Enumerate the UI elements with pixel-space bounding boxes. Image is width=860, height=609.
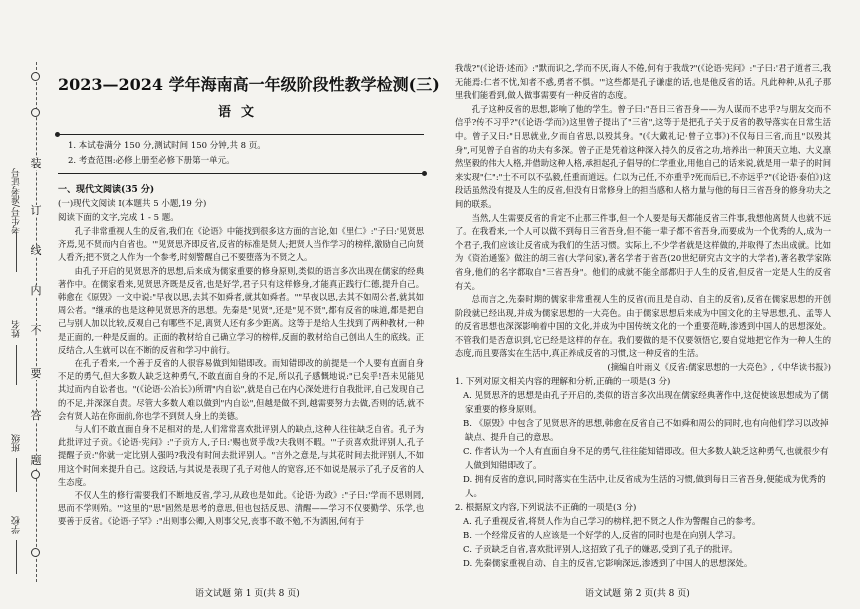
sub-heading: (一)现代文阅读 I(本题共 5 小题,19 分) <box>58 199 207 209</box>
binding-hole <box>31 470 40 479</box>
binding-word: 要 <box>30 367 42 380</box>
binding-word: 订 <box>30 204 42 217</box>
answer-option[interactable]: B. 《原毁》中包含了见贤思齐的思想,韩愈在反省自己不如舜和周公的同时,也有向他们学习以改掉缺点、提升自己的意思。 <box>463 418 829 443</box>
passage-source: (摘编自叶雨义《反省:儒家思想的一大亮色》,《中华读书报》) <box>607 362 831 373</box>
field-label-exam-number: 考生号/准考证号 <box>12 168 22 235</box>
passage-paragraph: 我哉?"(《论语·述而》:"默而识之,学而不厌,诲人不倦,何有于我哉?"(《论语·宪问》:"子曰:'君子道者三,我无能焉:仁者不忧,知者不惑,勇者不惧。'"这些都是孔子谦虚的话,也是他反省的话。凡此种种,从孔子那里我们能看到,做人做事需要有一种反省的态度。 <box>455 63 831 101</box>
binding-word: 内 <box>30 284 42 297</box>
passage-paragraph: 孔子非常重视人生的反省,我们在《论语》中能找到很多这方面的言论,如《里仁》:"子曰:'见贤思齐焉,见不贤而内自省也。'"见贤思齐即反省,反省的标准是贤人;把贤人当作学习的榜样,激励自己向贤人看齐;把不贤之人作为一个参考,时刻警醒自己不要堕落为不贤之人。 <box>58 226 424 263</box>
binding-hole <box>31 548 40 557</box>
question-stem: 1. 下列对原文相关内容的理解和分析,正确的一项是(3 分) <box>455 376 671 387</box>
field-line[interactable] <box>16 540 17 574</box>
binding-hole <box>31 108 40 117</box>
left-column <box>58 66 440 529</box>
binding-strip <box>0 0 52 609</box>
answer-option[interactable]: C. 作者认为一个人有直面自身不足的勇气,往往能知错即改。但大多数人缺乏这种勇气,也就很少有人做到知错即改了。 <box>463 446 829 471</box>
binding-hole <box>31 72 40 81</box>
field-label-name: 姓名 <box>12 320 22 338</box>
field-line[interactable] <box>16 345 17 385</box>
note-item: 1. 本试卷满分 150 分,测试时间 150 分钟,共 8 页。 <box>68 141 266 151</box>
notes-box <box>58 134 424 174</box>
passage-paragraph: 当然,人生需要反省的肯定不止那三件事,但一个人要是每天都能反省三件事,我想他离贤人也就不远了。在我看来,一个人可以做不到每日三省吾身,但不能一辈子都不省吾身,而要成为一个优秀的人,成为一个君子,我们应该让反省成为我们的生活习惯。实际上,不少学者就是这样做的,并取得了杰出成就。比如为《资治通鉴》做注的胡三省(大学问家),著名学者于省吾(20世纪研究古文字的大学者),著名教学家陈省身,他们的名字都取自"三省吾身"。他们的成就不能全部都归于人生的反省,但反省一定是人生的反省有关。 <box>455 212 831 291</box>
instruction: 阅读下面的文字,完成 1 - 5 题。 <box>58 213 179 223</box>
passage-paragraph: 总而言之,先秦时期的儒家非常重视人生的反省(而且是自动、自主的反省),反省在儒家思想的开创阶段就已经出现,并成为儒家思想的一大亮色。由于儒家思想后来成为中国文化的主导思想,孔、孟等人的反省思想也深深影响着中国的文化,并成为中国传统文化的一个重要范畴,渗透到中国人的思想深处。不管我们是否意识到,它已经是这样的存在。我们要做的是不仅要领悟它,要自觉地把它作为一种人生的态度,而且要落实在生活中,真正养成反省的习惯,这一种反省的生活。 <box>455 294 831 359</box>
answer-option[interactable]: A. 孔子重视反省,将贤人作为自己学习的榜样,把不贤之人作为警醒自己的参考。 <box>463 516 761 527</box>
right-column <box>455 62 831 571</box>
field-line[interactable] <box>16 232 17 272</box>
passage-paragraph: 孔子这种反省的思想,影响了他的学生。曾子曰:"吾日三省吾身——为人谋而不忠乎?与朋友交而不信乎?传不习乎?"(《论语·学而》)这里曾子提出了"三省",这等于是把孔子关于反省的教导落实在日常生活中。曾子又曰:"日思就业,夕而自省思,以殁其身。"(《大戴礼记·曾子立事》)不仅每日三省,而且"以殁其身",可见曾子自省的功夫有多深。曾子正是凭着这种深入持久的反省之功,培养出一种顶天立地、大义凛然坚毅的伟大人格,并借助这种人格,承担起孔子倡导的仁学重业,用他自己的话来说,就是用一辈子的时间来实现"仁":"士不可以不弘毅,任重而道远。仁以为己任,不亦重乎?死而后已,不亦远乎?"(《论语·泰伯》)这段话虽然没有提及人生的反省,但没有日常修身上的担当感和人格力量与他的每日三省吾身的修身功夫之间的联系。 <box>455 103 832 209</box>
passage-paragraph: 与人们不敢直面自身不足相对的是,人们常常喜欢批评别人的缺点,这种人往往缺乏自省。孔子为此批评过子贡。《论语·宪问》:"子贡方人,子曰:'赐也贤乎哉?夫我则不暇。'"子贡喜欢批评别人,孔子提醒子贡:"你就一定比别人强吗?我没有时间去批评别人。"言外之意是,与其花时间去批评别人,不如用这个时间来提升自己。这段话,与其说是表现了孔子对他人的宽容,还不如说是展示了孔子反省的人生态度。 <box>58 424 424 487</box>
answer-option[interactable]: C. 子贡缺乏自省,喜欢批评别人,这招致了孔子的嫌恶,受到了孔子的批评。 <box>463 544 738 555</box>
binding-word: 线 <box>30 244 42 257</box>
binding-word: 不 <box>30 324 42 337</box>
cut-line <box>36 62 37 582</box>
question-stem: 2. 根据原文内容,下列说法不正确的一项是(3 分) <box>455 502 637 513</box>
passage-paragraph: 由孔子开启的见贤思齐的思想,后来成为儒家重要的修身原则,类似的语言多次出现在儒家的经典著作中。在儒家看来,见贤思齐既是反省,也是好学,君子只有这样修身,才能真正践行仁德,提升自己。韩愈在《原毁》一文中说:"早夜以思,去其不如舜者,就其如舜者。""早夜以思,去其不如周公者,就其如周公者。"继承的也是这种见贤思齐的思想。先秦是"见贤",还是"见不贤",都有反省的味道,都是把自己与别人加以比较,反观自己有哪些不足,离贤人还有多少距离。这等于是给人生找到了两种教材,一种是正面的,一种是反面的。正面的教材给自己确立学习的榜样,反面的教材给自己创出人生的底线。正反结合,人生就可以在不断的反省和学习中前行。 <box>58 265 424 355</box>
binding-word: 题 <box>30 454 42 467</box>
page-footer-left: 语文试题 第 1 页(共 8 页) <box>195 589 300 599</box>
page-footer-right: 语文试题 第 2 页(共 8 页) <box>585 589 690 599</box>
answer-option[interactable]: D. 先秦儒家重视自动、自主的反省,它影响深远,渗透到了中国人的思想深处。 <box>463 558 753 569</box>
passage-paragraph: 在孔子看来,一个善于反省的人很容易做到知错即改。而知错即改的前提是一个人要有直面自身不足的勇气,但大多数人缺乏这种勇气,不敢直面自身的不足,所以孔子感慨地说:"已矣乎!吾未见能见其过而内自讼者也。"(《论语·公冶长》)所谓"内自讼",就是自己在内心深处进行自我批评,自己发现自己的不足,并深深自责。尽管大多数人难以做到"内自讼",但越是做不到,越需要努力去做,否则的话,就不会有贤人站在你面前,你也学不到贤人身上的美德。 <box>58 358 425 421</box>
answer-option[interactable]: D. 拥有反省的意识,同时落实在生活中,让反省成为生活的习惯,做到每日三省吾身,便能成为优秀的人。 <box>463 474 826 499</box>
passage-paragraph: 不仅人生的修行需要我们不断地反省,学习,从政也是如此。《论语·为政》:"子曰:'学而不思则罔,思而不学则殆。'"这里的"思"固然是思考的意思,但也包括反思、清醒——学习不仅要勤学、乐学,也要善于反省。《论语·子罕》:"出则事公卿,入则事父兄,丧事不敢不勉,不为酒困,何有于 <box>58 490 424 527</box>
field-label-class: 班级 <box>12 434 22 452</box>
exam-subject: 语文 <box>217 105 264 120</box>
section-heading: 一、现代文阅读(35 分) <box>58 185 155 195</box>
field-line[interactable] <box>16 458 17 492</box>
answer-option[interactable]: B. 一个经常反省的人应该是一个好学的人,反省的同时也是在向别人学习。 <box>463 530 741 541</box>
answer-option[interactable]: A. 见贤思齐的思想是由孔子开启的,类似的语言多次出现在儒家经典著作中,这促使该思想成为了儒家重要的修身原则。 <box>463 390 829 415</box>
field-label-school: 学校 <box>12 516 22 534</box>
binding-word: 装 <box>30 157 42 170</box>
binding-word: 答 <box>30 409 42 422</box>
exam-title: 2023—2024 学年海南高一年级阶段性教学检测(三) <box>58 75 440 94</box>
note-item: 2. 考查范围:必修上册至必修下册第一单元。 <box>68 156 235 166</box>
